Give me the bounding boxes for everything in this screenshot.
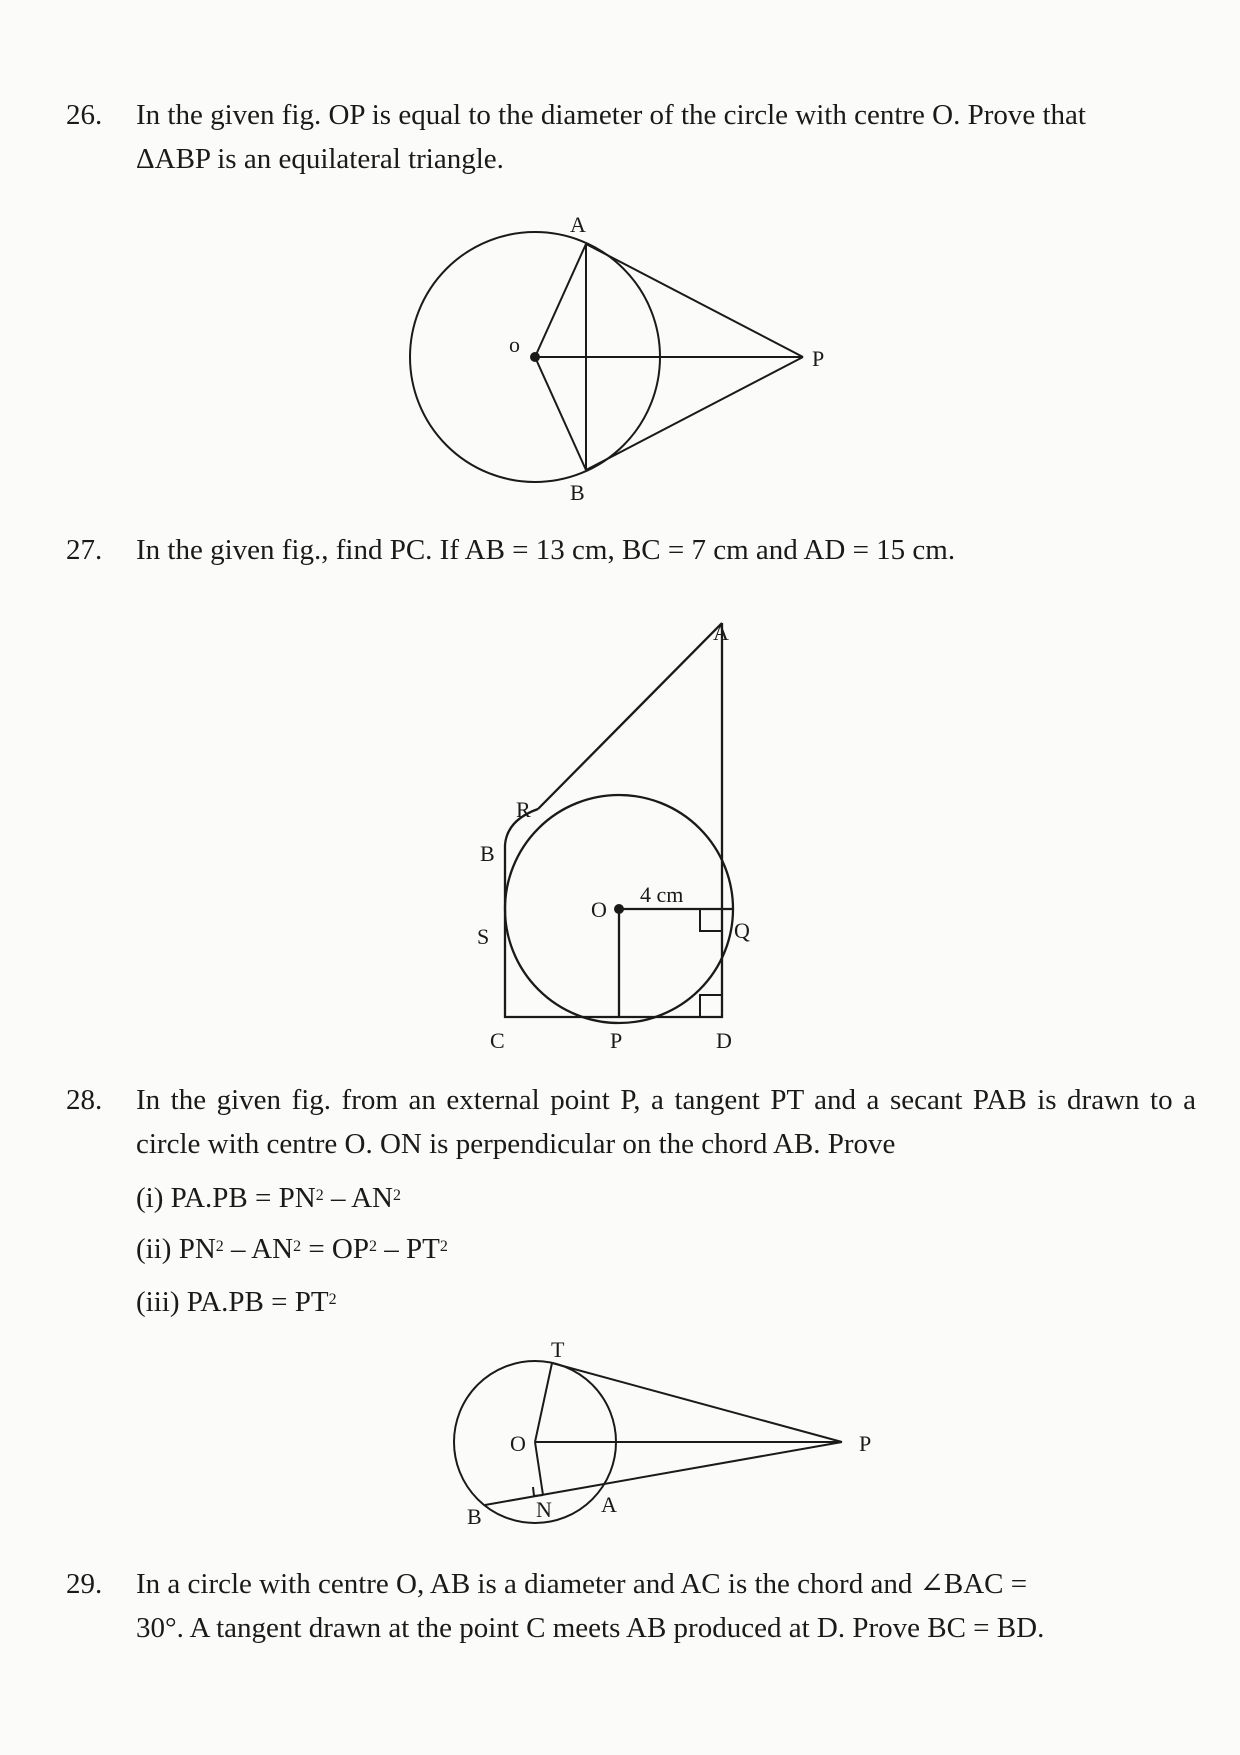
label-O: O xyxy=(510,1431,526,1456)
question-29 xyxy=(66,1562,1196,1650)
question-text: In the given fig., find PC. If AB = 13 cm, BC = 7 cm and AD = 15 cm. xyxy=(136,534,956,566)
label-O: o xyxy=(509,332,520,357)
label-B: B xyxy=(480,841,495,866)
label-P: P xyxy=(610,1028,623,1053)
tangent-PT xyxy=(552,1363,842,1442)
question-text: In the given fig. from an external point P, a tangent PT and a secant PAB is drawn to a circle with centre O. ON is perpendicular on the chord AB. Prove xyxy=(136,1084,1196,1160)
label-P: P xyxy=(859,1431,872,1456)
question-number: 27. xyxy=(66,534,103,566)
question-text-line2: ΔABP is an equilateral triangle. xyxy=(136,143,504,175)
label-D: D xyxy=(716,1028,732,1053)
question-number: 29. xyxy=(66,1568,103,1600)
label-N: N xyxy=(536,1497,552,1522)
label-P: P xyxy=(812,346,825,371)
question-number: 28. xyxy=(66,1084,103,1116)
perpendicular-ON xyxy=(535,1442,543,1495)
radius-OT xyxy=(535,1363,552,1442)
label-B: B xyxy=(467,1504,482,1529)
label-B: B xyxy=(570,480,585,505)
label-R: R xyxy=(516,797,531,822)
question-text-line1: In a circle with centre O, AB is a diameter and AC is the chord and ∠BAC = xyxy=(136,1568,1028,1600)
part-i: (i) $PA.PB = PN^2 - AN^2$ xyxy=(136,1182,401,1214)
label-A: A xyxy=(601,1492,617,1517)
label-S: S xyxy=(477,924,490,949)
label-T: T xyxy=(551,1337,565,1362)
label-A: A xyxy=(570,212,586,237)
question-number: 26. xyxy=(66,99,103,131)
part-ii: (ii) $PN^2 - AN^2 = OP^2 - PT^2$ xyxy=(136,1233,448,1265)
label-O: O xyxy=(591,897,607,922)
question-text-line1: In the given fig. OP is equal to the diameter of the circle with centre O. Prove that xyxy=(136,99,1086,131)
part-iii: (iii) $PA.PB = PT^2$ xyxy=(136,1286,337,1318)
label-A: A xyxy=(713,620,729,645)
label-radius: 4 cm xyxy=(640,882,684,907)
label-Q: Q xyxy=(734,918,750,943)
label-C: C xyxy=(490,1028,505,1053)
question-text-line2: 30°. A tangent drawn at the point C meets AB produced at D. Prove BC = BD. xyxy=(136,1612,1045,1644)
